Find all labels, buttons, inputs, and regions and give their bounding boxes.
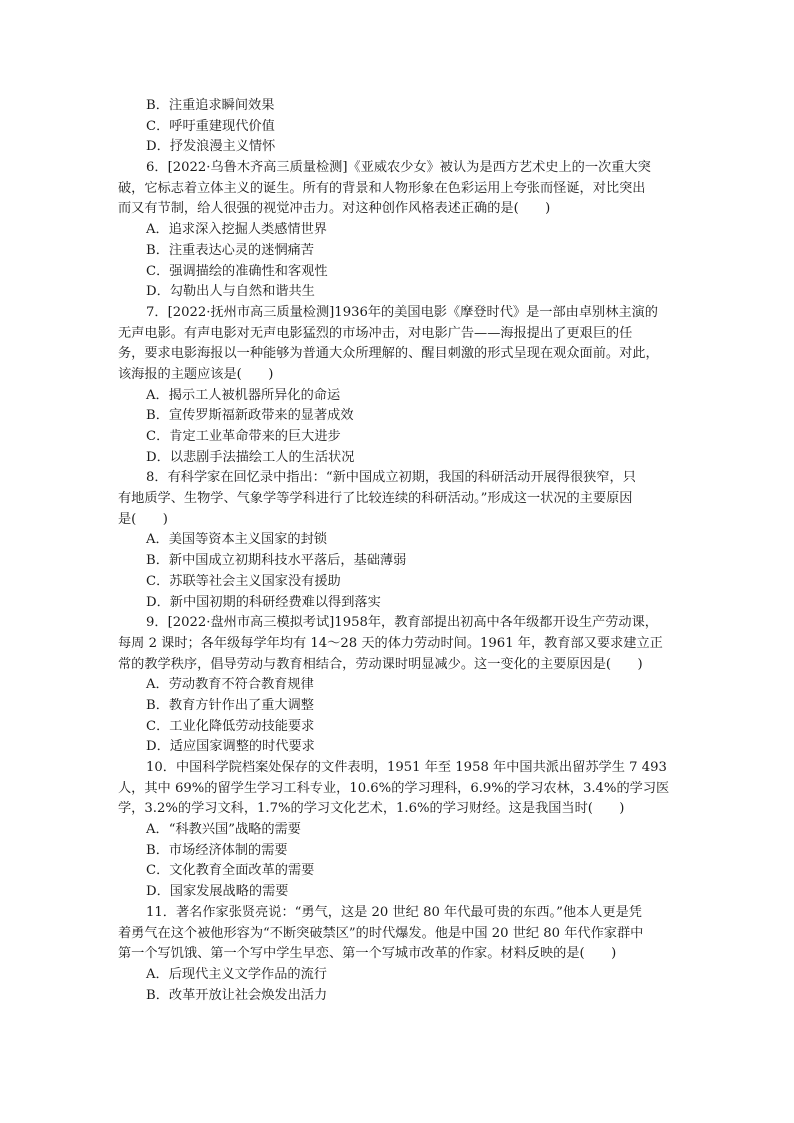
option-b: B．注重追求瞬间效果 (146, 98, 275, 113)
question-10 (118, 758, 678, 903)
question-stem: 11．著名作家张贤亮说：“勇气，这是 20 世纪 80 年代最可贵的东西。”他本人更是凭 (146, 904, 642, 920)
question-11 (118, 903, 678, 1006)
option-c: C．肯定工业革命带来的巨大进步 (146, 429, 341, 444)
question-stem: 10．中国科学院档案处保存的文件表明，1951 年至 1958 年中国共派出留苏学生 7 493 (146, 760, 667, 775)
option-b: B．宣传罗斯福新政带来的显著成效 (146, 408, 354, 424)
option-b: B．教育方针作出了重大调整 (146, 697, 314, 713)
question-stem: 学，3.2%的学习文科，1.7%的学习文化艺术，1.6%的学习财经。这是我国当时( ) (118, 801, 625, 817)
option-d: D．抒发浪漫主义情怀 (146, 139, 276, 155)
option-d: D．适应国家调整的时代要求 (146, 739, 315, 755)
option-d: D．勾勒出人与自然和谐共生 (146, 284, 315, 300)
option-a: A．追求深入挖掘人类感情世界 (146, 222, 327, 238)
option-b: B．市场经济体制的需要 (146, 842, 288, 858)
option-a: A．后现代主义文学作品的流行 (146, 966, 327, 982)
question-stem: 无声电影。有声电影对无声电影猛烈的市场冲击，对电影广告——海报提出了更艰巨的任 (118, 325, 633, 341)
option-b: B．新中国成立初期科技水平落后，基础薄弱 (146, 553, 407, 569)
option-a: A．“科教兴国”战略的需要 (146, 822, 301, 838)
option-c: C．苏联等社会主义国家没有援助 (146, 573, 341, 589)
option-d: D．国家发展战略的需要 (146, 884, 289, 900)
question-6 (118, 158, 678, 303)
question-stem: 6．[2022·乌鲁木齐高三质量检测]《亚威农少女》被认为是西方艺术史上的一次重大突 (146, 160, 651, 176)
option-c: C．强调描绘的准确性和客观性 (146, 263, 328, 279)
question-stem: 8．有科学家在回忆录中指出：“新中国成立初期，我国的科研活动开展得很狭窄，只 (146, 470, 636, 486)
option-d: D．以悲剧手法描绘工人的生活状况 (146, 449, 355, 465)
question-stem: 务，要求电影海报以一种能够为普通大众所理解的、醒目刺激的形式呈现在观众面前。对此， (118, 346, 659, 362)
option-c: C．呼吁重建现代价值 (146, 118, 275, 134)
question-stem: 第一个写饥饿、第一个写中学生早恋、第一个写城市改革的作家。材料反映的是( ) (118, 946, 617, 962)
question-stem: 7．[2022·抚州市高三质量检测]1936年的美国电影《摩登时代》是一部由卓别林主演的 (146, 304, 658, 320)
question-7 (118, 303, 678, 469)
question-stem: 而又有节制，给人很强的视觉冲击力。对这种创作风格表述正确的是( ) (118, 201, 551, 217)
exam-page (118, 96, 678, 1006)
question-stem: 9．[2022·盘州市高三模拟考试]1958年，教育部提出初高中各年级都开设生产劳动课， (146, 615, 658, 631)
question-stem: 破，它标志着立体主义的诞生。所有的背景和人物形象在色彩运用上夸张而怪诞，对比突出 (118, 180, 646, 196)
option-c: C．工业化降低劳动技能要求 (146, 718, 315, 734)
option-a: A．美国等资本主义国家的封锁 (146, 532, 327, 548)
question-stem: 常的教学秩序，倡导劳动与教育相结合，劳动课时明显减少。这一变化的主要原因是( ) (118, 656, 643, 672)
question-stem: 是( ) (118, 511, 168, 527)
option-a: A．劳动教育不符合教育规律 (146, 677, 314, 693)
question-stem: 人，其中 69%的留学生学习工科专业，10.6%的学习理科，6.9%的学习农林，3.4%的学习医 (118, 780, 670, 796)
option-d: D．新中国初期的科研经费难以得到落实 (146, 594, 381, 610)
option-b: B．注重表达心灵的迷惘痛苦 (146, 242, 314, 258)
question-9 (118, 613, 678, 758)
question-stem: 有地质学、生物学、气象学等学科进行了比较连续的科研活动。”形成这一状况的主要原因 (118, 491, 633, 507)
option-c: C．文化教育全面改革的需要 (146, 863, 315, 879)
question-stem: 着勇气在这个被他形容为“不断突破禁区”的时代爆发。他是中国 20 世纪 80 年代作家群中 (118, 925, 644, 941)
question-8 (118, 468, 678, 613)
question-5-options (118, 96, 678, 158)
option-b: B．改革开放让社会焕发出活力 (146, 987, 328, 1003)
question-stem: 该海报的主题应该是( ) (118, 366, 274, 382)
question-stem: 每周 2 课时；各年级每学年均有 14～28 天的体力劳动时间。1961 年，教育部又要求建立正 (118, 635, 663, 651)
option-a: A．揭示工人被机器所异化的命运 (146, 387, 341, 403)
